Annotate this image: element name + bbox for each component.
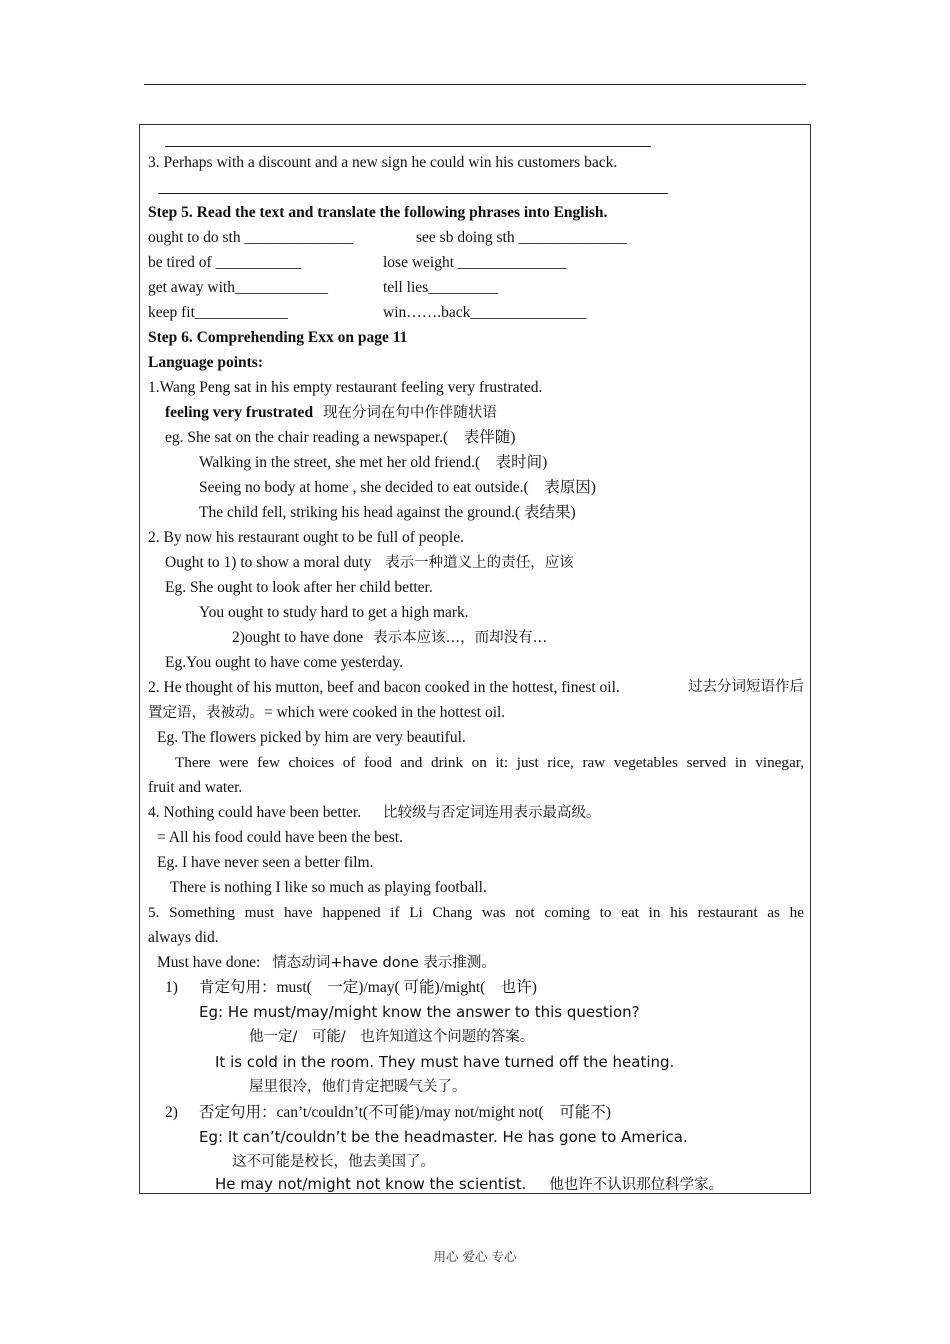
lp3-chinese-note-b: 置定语，表被动。 <box>148 705 264 721</box>
lp5-negative-example-2-text: He may not/might not know the scientist. <box>215 1175 527 1193</box>
lp2-usage-2-chinese: 表示本应该…，而却没有… <box>373 630 548 646</box>
lp4-chinese-note: 比较级与否定词连用表示最高级。 <box>382 805 601 821</box>
lp3-sentence-text: 2. He thought of his mutton, beef and bacon cooked in the hottest, finest oil. <box>148 679 620 696</box>
lp3-equivalent: = which were cooked in the hottest oil. <box>264 704 506 721</box>
step5-heading: Step 5. Read the text and translate the following phrases into English. <box>148 204 608 221</box>
step6-heading: Step 6. Comprehending Exx on page 11 <box>148 329 408 346</box>
lp5-must-chinese: 情态动词+have done 表示推测。 <box>272 955 496 971</box>
lp1-example-4: The child fell, striking his head against the ground.( 表结果) <box>199 504 576 521</box>
lp2-usage-2-text: 2)ought to have done <box>232 629 364 646</box>
phrase-right: win…….back_______________ <box>383 304 587 321</box>
lp1-chinese-note: 现在分词在句中作伴随状语 <box>322 405 497 421</box>
lp5-must-have-done <box>148 950 804 975</box>
page-footer: 用心 爱心 专心 <box>433 1249 517 1264</box>
language-points-heading: Language points: <box>148 354 263 371</box>
lp5-affirmative <box>148 975 804 1000</box>
lp1-note <box>148 400 804 425</box>
phrase-row <box>148 250 804 275</box>
lp1-example-1: eg. She sat on the chair reading a newspaper.( 表伴随) <box>165 429 516 446</box>
lp5-affirmative-example-2-chinese: 屋里很冷，他们肯定把暖气关了。 <box>249 1079 467 1095</box>
lp5-affirmative-text: 肯定句用：must( 一定)/may( 可能)/might( 也许) <box>199 979 537 996</box>
lp2-example-1: Eg. She ought to look after her child better. <box>165 579 433 596</box>
phrase-left: keep fit____________ <box>148 304 288 321</box>
lp5-negative-example-1-chinese: 这不可能是校长，他去美国了。 <box>232 1154 435 1170</box>
lp5-negative-number: 2) <box>165 1104 178 1121</box>
lp5-must-label: Must have done: <box>157 954 261 971</box>
lp2-example-2: You ought to study hard to get a high mark. <box>199 604 469 621</box>
lp2-usage-1-chinese: 表示一种道义上的责任，应该 <box>385 555 574 571</box>
lp3-sentence <box>148 675 804 700</box>
lp5-affirmative-example-1-chinese: 他一定/ 可能/ 也许知道这个问题的答案。 <box>249 1029 535 1045</box>
phrase-right: tell lies_________ <box>383 279 498 296</box>
phrase-right: see sb doing sth ______________ <box>416 229 627 246</box>
lp2-usage-1-text: Ought to 1) to show a moral duty <box>165 554 372 571</box>
answer-blank-line <box>158 193 668 194</box>
lp5-negative-example-2 <box>148 1172 804 1197</box>
phrase-left: ought to do sth ______________ <box>148 229 353 246</box>
phrase-row <box>148 300 804 325</box>
phrase-left: get away with____________ <box>148 279 328 296</box>
lp5-sentence: 5. Something must have happened if Li Chang was not coming to eat in his restaurant as he <box>148 904 804 921</box>
lp5-affirmative-example-1: Eg: He must/may/might know the answer to this question? <box>199 1003 640 1021</box>
lp3-chinese-note-a: 过去分词短语作后 <box>688 679 804 695</box>
lp1-example-2: Walking in the street, she met her old friend.( 表时间) <box>199 454 548 471</box>
lp5-negative-text: 否定句用：can’t/couldn’t(不可能)/may not/might not( 可能不) <box>199 1104 611 1121</box>
phrase-row <box>148 225 804 250</box>
phrase-right: lose weight ______________ <box>383 254 567 271</box>
lp4-sentence-text: 4. Nothing could have been better. <box>148 804 362 821</box>
lp4-equivalent: = All his food could have been the best. <box>157 829 403 846</box>
lp3-example-2: There were few choices of food and drink on it: just rice, raw vegetables served in vinegar, <box>175 754 804 771</box>
lp2-usage-2 <box>148 625 804 650</box>
phrase-left: be tired of ___________ <box>148 254 301 271</box>
header-rule <box>144 84 806 85</box>
lp4-sentence <box>148 800 804 825</box>
lp5-negative-example-2-chinese: 他也许不认识那位科学家。 <box>549 1177 724 1193</box>
lp5-negative-example-1: Eg: It can’t/couldn’t be the headmaster. He has gone to America. <box>199 1128 688 1146</box>
exercise-sentence-3: 3. Perhaps with a discount and a new sign he could win his customers back. <box>148 154 618 171</box>
phrase-row <box>148 275 804 300</box>
lp5-negative <box>148 1100 804 1125</box>
lp3-example-2-cont: fruit and water. <box>148 779 243 796</box>
lp3-example-1: Eg. The flowers picked by him are very beautiful. <box>157 729 466 746</box>
lp5-affirmative-number: 1) <box>165 979 178 996</box>
lp1-sentence: 1.Wang Peng sat in his empty restaurant feeling very frustrated. <box>148 379 543 396</box>
lp1-bold-phrase: feeling very frustrated <box>165 404 314 421</box>
answer-blank-line <box>165 146 651 147</box>
lp2-usage-1 <box>148 550 804 575</box>
lp4-example-1: Eg. I have never seen a better film. <box>157 854 374 871</box>
lp2-example-3: Eg.You ought to have come yesterday. <box>165 654 404 671</box>
lp5-affirmative-example-2: It is cold in the room. They must have turned off the heating. <box>215 1053 675 1071</box>
lp1-example-3: Seeing no body at home , she decided to eat outside.( 表原因) <box>199 479 596 496</box>
lp3-sentence-cont <box>148 700 804 725</box>
lp4-example-2: There is nothing I like so much as playing football. <box>170 879 487 896</box>
lp5-sentence-cont: always did. <box>148 929 219 946</box>
lp2-sentence: 2. By now his restaurant ought to be full of people. <box>148 529 464 546</box>
